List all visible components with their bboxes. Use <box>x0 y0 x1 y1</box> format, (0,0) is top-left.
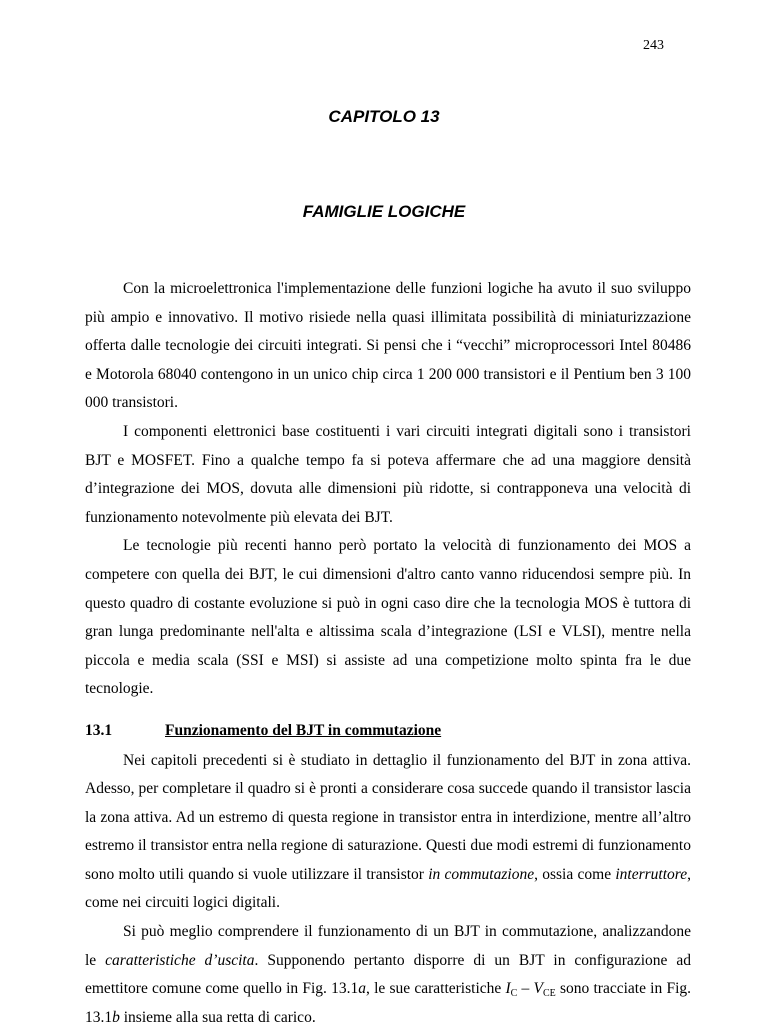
section-paragraph-2 <box>85 918 691 1032</box>
section-number: 13.1 <box>85 721 113 739</box>
section-heading <box>85 717 691 746</box>
page-body <box>85 275 691 1032</box>
subscript-c: C <box>510 988 518 1000</box>
section-paragraph-1 <box>85 747 691 919</box>
intro-paragraph-1: Con la microelettronica l'implementazione delle funzioni logiche ha avuto il suo sviluppo più ampio e innovativo. Il motivo risiede nella quasi illimitata possibilità di miniaturizzazione offerta dalle tecnologie dei circuiti integrati. Si pensi che i “vecchi” microprocessori Intel 80486 e Motorola 68040 contengono in un unico chip circa 1 200 000 transistori e il Pentium ben 3 100 000 transistori. <box>85 280 691 412</box>
text-run: , le sue caratteristiche <box>365 980 506 998</box>
text-run: . Supponendo pertanto disporre di un BJT in configurazione ad emettitore comune come quello in Fig. 13.1 <box>85 951 691 998</box>
emphasis-interruttore: interruttore <box>615 865 688 883</box>
figure-ref-b: b <box>112 1008 120 1026</box>
text-run: Nei capitoli precedenti si è studiato in dettaglio il funzionamento del BJT in zona attiva. Adesso, per completare il quadro si è pronti a considerare cosa succede quando il transistor lascia la zona attiva. Ad un estremo di questa regione in transistor entra in interdizione, mentre all’altro estremo il transistor entra nella regione di saturazione. Questi due modi estremi di funzionamento sono molto utili quando si vuole utilizzare il transistor <box>85 751 691 883</box>
text-run: insieme alla sua retta di carico. <box>119 1008 316 1026</box>
intro-paragraph-3: Le tecnologie più recenti hanno però portato la velocità di funzionamento dei MOS a competere con quella dei BJT, le cui dimensioni d'altro canto vanno riducendosi sempre più. In questo quadro di costante evoluzione si può in ogni caso dire che la tecnologia MOS è tuttora di gran lunga predominante nell'alta e altissima scala d’integrazione (LSI e VLSI), mentre nella piccola e media scala (SSI e MSI) si assiste ad una competizione molto spinta fra le due tecnologie. <box>85 537 691 698</box>
section-title: Funzionamento del BJT in commutazione <box>165 721 442 739</box>
emphasis-in-commutazione: in commutazione <box>428 865 535 883</box>
page-number: 243 <box>643 38 664 53</box>
text-run: , come nei circuiti logici digitali. <box>85 865 691 912</box>
text-run: , ossia come <box>534 865 616 883</box>
symbol-vce: V <box>533 980 543 998</box>
text-run: – <box>517 980 534 998</box>
intro-paragraph-2: I componenti elettronici base costituenti i vari circuiti integrati digitali sono i transistori BJT e MOSFET. Fino a qualche tempo fa si poteva affermare che ad una maggiore densità d’integrazione dei MOS, dovuta alle dimensioni più ridotte, si contrapponeva una velocità di funzionamento notevolmente più elevata dei BJT. <box>85 422 691 526</box>
emphasis-caratteristiche: caratteristiche d’uscita <box>105 951 255 969</box>
chapter-title: FAMIGLIE LOGICHE <box>302 202 466 221</box>
figure-ref-a: a <box>358 980 366 998</box>
subscript-ce: CE <box>542 988 556 1000</box>
text-run: sono tracciate in Fig. 13.1 <box>85 980 691 1026</box>
chapter-label: CAPITOLO 13 <box>328 107 440 126</box>
symbol-ic: I <box>505 980 511 998</box>
text-run: Si può meglio comprendere il funzionamento di un BJT in commutazione, analizzandone le <box>85 923 691 969</box>
